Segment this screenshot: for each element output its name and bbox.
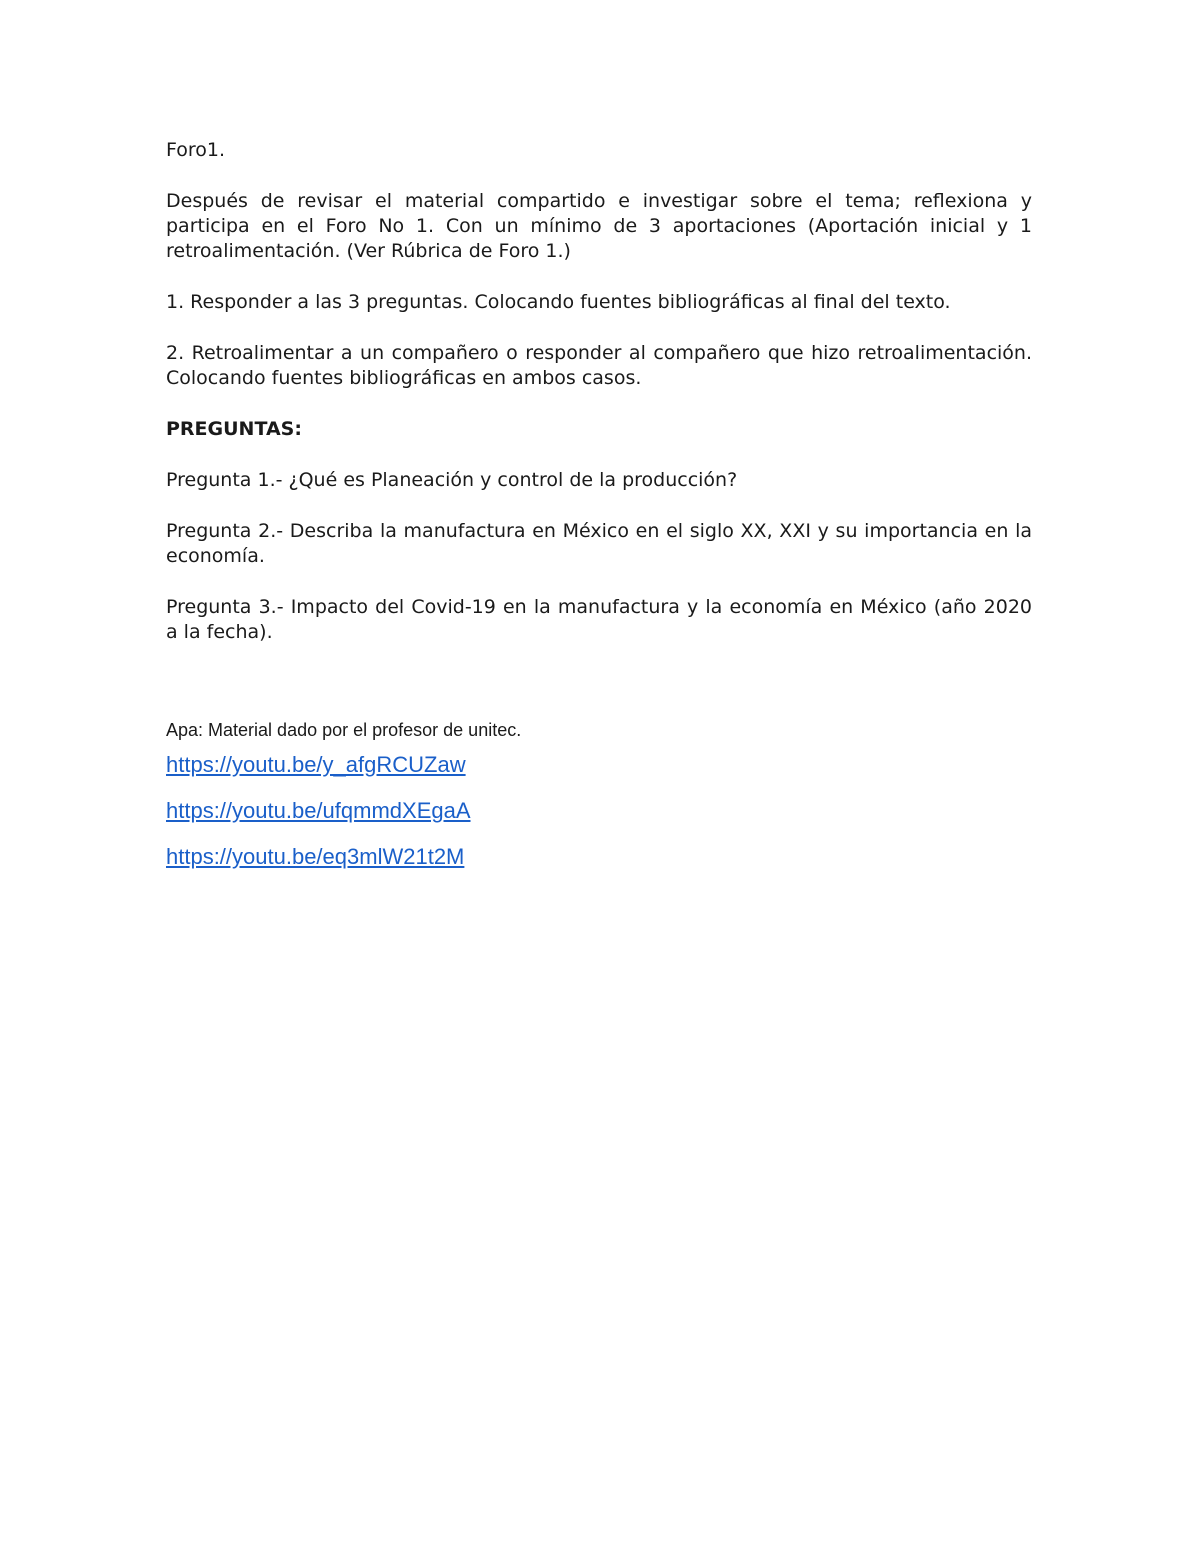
intro-paragraph: Después de revisar el material compartido e investigar sobre el tema; reflexiona y participa en el Foro No 1. Con un mínimo de 3 aportaciones (Aportación inicial y 1 retroalimentación. (Ver Rúbrica de Foro 1.) [166, 190, 1032, 262]
document-body [166, 138, 1032, 890]
apa-label: Apa: [166, 720, 204, 740]
apa-reference [166, 718, 1032, 742]
step-2-paragraph: 2. Retroalimentar a un compañero o responder al compañero que hizo retroalimentación. Colocando fuentes bibliográficas en ambos casos. [166, 342, 1032, 389]
apa-text: Material dado por el profesor de unitec. [203, 720, 522, 740]
question-3: Pregunta 3.- Impacto del Covid-19 en la manufactura y la economía en México (año 2020 a la fecha). [166, 596, 1032, 643]
document-title: Foro1. [166, 139, 226, 161]
question-2: Pregunta 2.- Describa la manufactura en México en el siglo XX, XXI y su importancia en la economía. [166, 520, 1032, 567]
youtube-link-3[interactable]: https://youtu.be/eq3mlW21t2M [166, 844, 465, 869]
youtube-link-2[interactable]: https://youtu.be/ufqmmdXEgaA [166, 798, 471, 823]
youtube-link-1[interactable]: https://youtu.be/y_afgRCUZaw [166, 752, 466, 777]
question-1: Pregunta 1.- ¿Qué es Planeación y control de la producción? [166, 469, 738, 491]
step-1-paragraph: 1. Responder a las 3 preguntas. Colocando fuentes bibliográficas al final del texto. [166, 291, 951, 313]
questions-heading: PREGUNTAS: [166, 418, 302, 440]
